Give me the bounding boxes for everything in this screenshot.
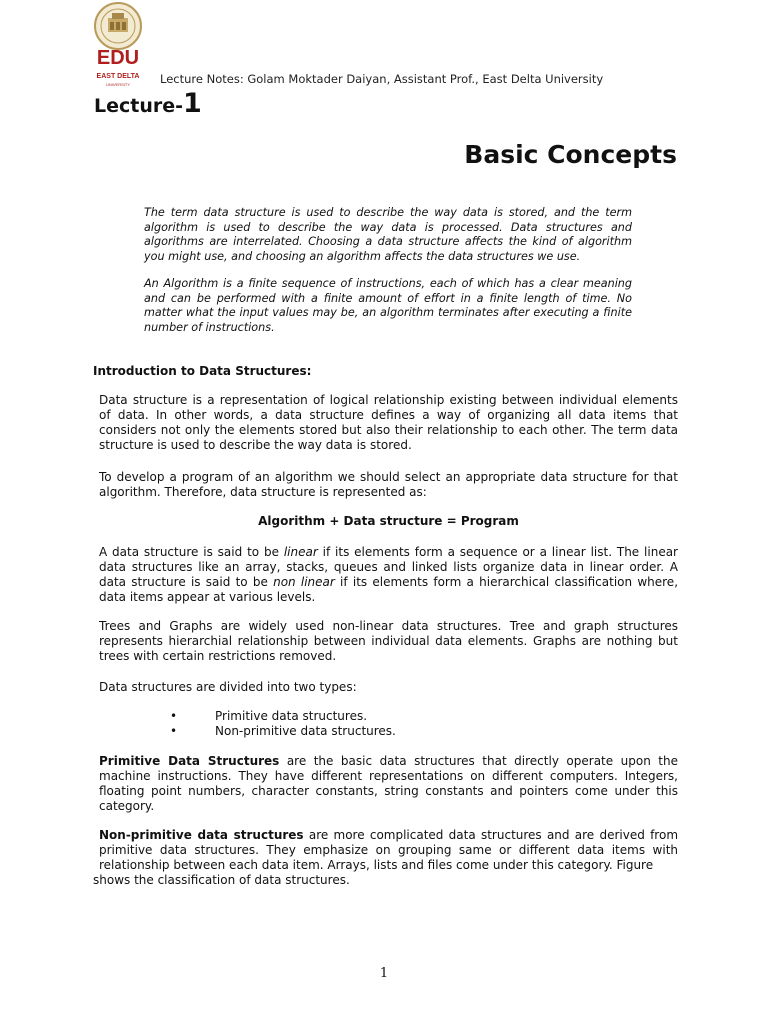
lecture-label: Lecture- (94, 95, 184, 117)
formula: Algorithm + Data structure = Program (258, 514, 519, 528)
paragraph: To develop a program of an algorithm we should select an appropriate data structure for that algorithm. Therefore, data structure is represented as: (99, 470, 678, 499)
header-note: Lecture Notes: Golam Moktader Daiyan, Assistant Prof., East Delta University (160, 72, 604, 86)
abstract-paragraph: An Algorithm is a finite sequence of instructions, each of which has a clear meaning and can be performed with a finite amount of effort in a finite length of time. No matter what the input values may be, an algorithm terminates after executing a finite number of instructions. (144, 277, 632, 334)
logo-subtext: EAST DELTA (96, 73, 140, 80)
bullet-icon: • (170, 724, 178, 738)
page-title: Basic Concepts (464, 140, 677, 169)
text-run: are the basic data structures that directly operate upon the machine instructions. They have different representations on different computers. Integers, floating point numbers, character constants, string constants and pointers come under this category. (99, 754, 679, 813)
term-non-primitive: Non-primitive data structures (99, 828, 304, 842)
abstract-paragraph: The term data structure is used to describe the way data is stored, and the term algorithm is used to describe the way data is processed. Data structures and algorithms are interrelated. Choosing a data structure affects the kind of algorithm you might use, and choosing an algorithm affects the data structures we use. (144, 206, 632, 263)
section-heading: Introduction to Data Structures: (93, 364, 312, 378)
text-run: are more complicated data structures and are derived from primitive data structures. They emphasize on grouping same or different data items with relationship between each data item. Arrays, lists and files come under this category. Figure (99, 828, 679, 872)
page-number: 1 (379, 966, 389, 981)
emphasis-linear: linear (283, 545, 318, 559)
bullet-list (170, 709, 396, 739)
university-logo (88, 2, 148, 92)
list-item (170, 724, 396, 739)
text-run: if its elements form a sequence or a linear list. The linear data structures like an array, stacks, queues and linked lists organize data in linear order. A data structure is said to be (99, 545, 678, 589)
logo-subtext2: UNIVERSITY (105, 82, 131, 87)
paragraph (99, 545, 678, 605)
paragraph: Trees and Graphs are widely used non-linear data structures. Tree and graph structures represents hierarchial relationship between individual data elements. Graphs are nothing but trees with certain restrictions removed. (99, 619, 678, 663)
text-run: shows the classification of data structures. (93, 873, 350, 887)
paragraph: Data structure is a representation of logical relationship existing between individual elements of data. In other words, a data structure defines a way of organizing all data items that considers not only the elements stored but also their relationship to each other. The term data structure is used to describe the way data is stored. (99, 393, 678, 452)
paragraph (99, 754, 678, 814)
emphasis-non-linear: non linear (273, 575, 335, 589)
text-run: A data structure is said to be (99, 545, 284, 559)
list-item-text: Primitive data structures. (215, 709, 368, 723)
list-item-text: Non-primitive data structures. (215, 724, 396, 738)
logo-text: EDU (96, 47, 140, 69)
bullet-icon: • (170, 709, 178, 723)
lecture-number: 1 (183, 88, 202, 119)
seal-icon (88, 2, 148, 92)
term-primitive: Primitive Data Structures (99, 754, 280, 768)
paragraph: Data structures are divided into two types: (99, 680, 357, 694)
paragraph (93, 828, 679, 888)
lecture-heading (94, 88, 202, 119)
text-run: if its elements form a hierarchical classification where, data items appear at various levels. (99, 575, 679, 604)
list-item (170, 709, 396, 724)
